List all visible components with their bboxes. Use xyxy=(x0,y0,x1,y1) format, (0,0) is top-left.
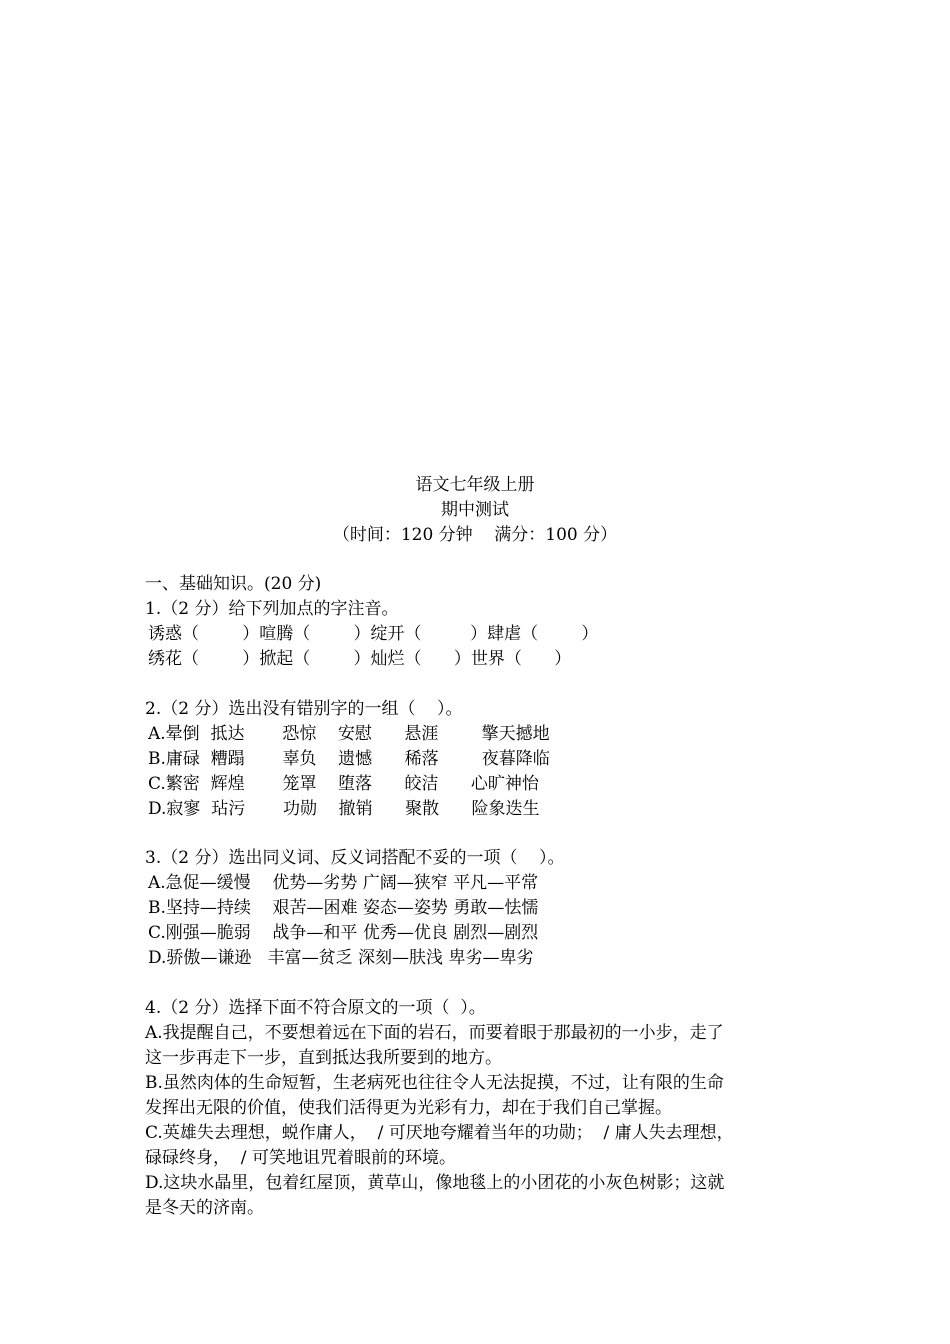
question-1-row: 诱惑（ ）喧腾（ ）绽开（ ）肆虐（ ） xyxy=(148,624,599,644)
question-3-option: A.急促—缓慢 优势—劣势 广阔—狭窄 平凡—平常 xyxy=(148,873,539,893)
question-3-option: C.刚强—脆弱 战争—和平 优秀—优良 剧烈—剧烈 xyxy=(148,923,539,943)
question-3-prompt: 3.（2 分）选出同义词、反义词搭配不妥的一项（ ）。 xyxy=(145,848,565,868)
question-1-row: 绣花（ ）掀起（ ）灿烂（ ）世界（ ） xyxy=(148,649,572,669)
question-2-option: A.晕倒 抵达 恐惊 安慰 悬涯 擎天撼地 xyxy=(148,724,550,744)
question-4-line: 发挥出无限的价值，使我们活得更为光彩有力，却在于我们自己掌握。 xyxy=(145,1098,672,1118)
question-1-prompt: 1.（2 分）给下列加点的字注音。 xyxy=(145,599,399,619)
exam-title: 语文七年级上册 xyxy=(415,475,535,495)
exam-subtitle: 期中测试 xyxy=(441,500,509,520)
question-4-line: B.虽然肉体的生命短暂，生老病死也往往令人无法捉摸，不过，让有限的生命 xyxy=(145,1073,724,1093)
question-4-prompt: 4.（2 分）选择下面不符合原文的一项（ ）。 xyxy=(145,998,486,1018)
question-2-option: C.繁密 辉煌 笼罩 堕落 皎洁 心旷神怡 xyxy=(148,774,539,794)
question-2-option: D.寂寥 玷污 功勋 撤销 聚散 险象迭生 xyxy=(148,799,540,819)
question-2-prompt: 2.（2 分）选出没有错别字的一组（ ）。 xyxy=(145,699,463,719)
question-3-option: D.骄傲—谦逊 丰富—贫乏 深刻—肤浅 卑劣—卑劣 xyxy=(148,948,534,968)
question-4-line: C.英雄失去理想，蜕作庸人， / 可厌地夸耀着当年的功勋； / 庸人失去理想， xyxy=(145,1123,734,1143)
question-4-line: A.我提醒自己，不要想着远在下面的岩石，而要着眼于那最初的一小步，走了 xyxy=(145,1023,724,1043)
question-2-option: B.庸碌 糟蹋 辜负 遗憾 稀落 夜暮降临 xyxy=(148,749,550,769)
section-heading: 一、基础知识。(20 分) xyxy=(145,574,322,594)
question-4-line: 是冬天的济南。 xyxy=(145,1198,264,1218)
question-4-line: D.这块水晶里，包着红屋顶，黄草山，像地毯上的小团花的小灰色树影；这就 xyxy=(145,1173,725,1193)
question-3-option: B.坚持—持续 艰苦—困难 姿态—姿势 勇敢—怯懦 xyxy=(148,898,539,918)
question-4-line: 碌碌终身， / 可笑地诅咒着眼前的环境。 xyxy=(145,1148,456,1168)
question-4-line: 这一步再走下一步，直到抵达我所要到的地方。 xyxy=(145,1048,502,1068)
exam-meta: （时间：120 分钟 满分：100 分） xyxy=(332,525,618,545)
